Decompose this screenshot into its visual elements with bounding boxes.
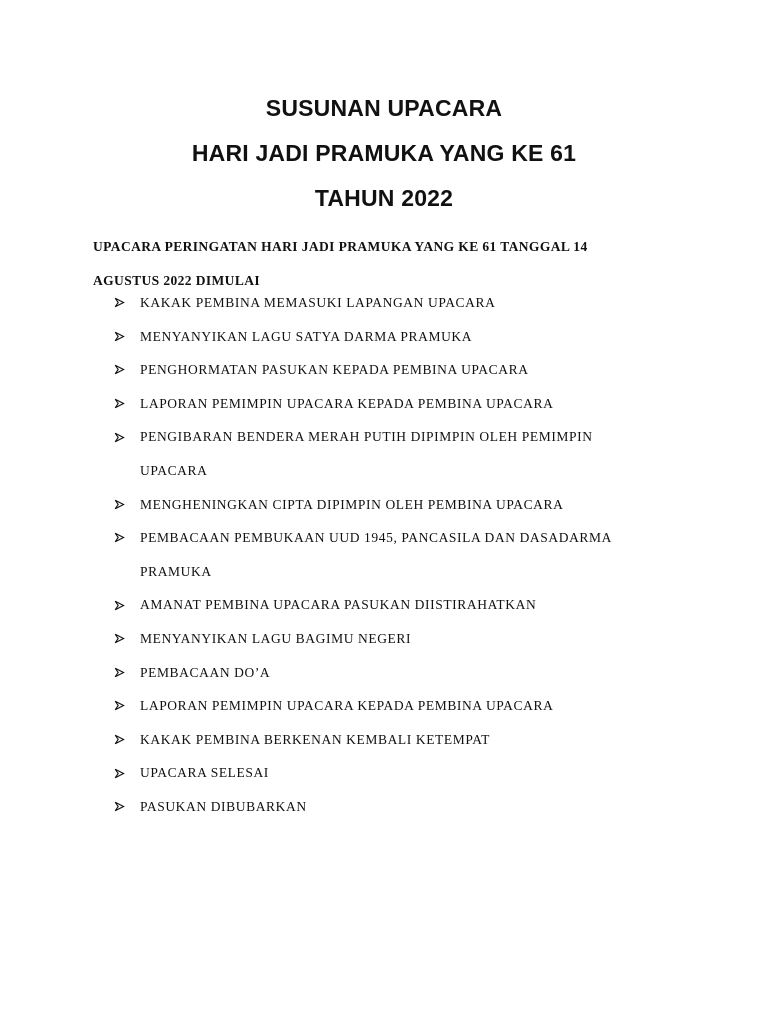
list-item [0, 320, 660, 354]
arrow-bullet-icon [114, 790, 128, 824]
list-item [0, 689, 660, 723]
arrow-bullet-icon [114, 689, 128, 723]
arrow-bullet-icon [114, 353, 128, 387]
list-item-text: MENYANYIKAN LAGU SATYA DARMA PRAMUKA [140, 328, 473, 344]
list-item-text: AMANAT PEMBINA UPACARA PASUKAN DIISTIRAHATKAN [140, 597, 537, 613]
list-item-text: PENGIBARAN BENDERA MERAH PUTIH DIPIMPIN OLEH PEMIMPIN [140, 429, 593, 445]
arrow-bullet-icon [114, 320, 128, 354]
list-item-text: MENGHENINGKAN CIPTA DIPIMPIN OLEH PEMBINA UPACARA [140, 496, 564, 512]
list-item-text: LAPORAN PEMIMPIN UPACARA KEPADA PEMBINA UPACARA [140, 395, 554, 411]
list-item [0, 790, 660, 824]
arrow-bullet-icon [114, 286, 128, 320]
list-item-text: UPACARA SELESAI [140, 765, 269, 781]
list-item-text: MENYANYIKAN LAGU BAGIMU NEGERI [140, 630, 412, 646]
arrow-bullet-icon [114, 420, 128, 454]
list-item-text: PEMBACAAN DO’A [140, 664, 271, 680]
list-item [0, 286, 660, 320]
list-item [0, 723, 660, 757]
title-line-3: TAHUN 2022 [314, 185, 454, 211]
list-item [0, 756, 660, 790]
arrow-bullet-icon [114, 387, 128, 421]
arrow-bullet-icon [114, 723, 128, 757]
arrow-bullet-icon [114, 588, 128, 622]
arrow-bullet-icon [114, 656, 128, 690]
list-item-text: UPACARA [140, 462, 208, 478]
list-item-text: PENGHORMATAN PASUKAN KEPADA PEMBINA UPACARA [140, 362, 529, 378]
arrow-bullet-icon [114, 521, 128, 555]
list-item [0, 656, 660, 690]
list-item-text: PEMBACAAN PEMBUKAAN UUD 1945, PANCASILA DAN DASADARMA [140, 530, 612, 546]
title-line-1: SUSUNAN UPACARA [265, 95, 503, 121]
list-item-text: KAKAK PEMBINA MEMASUKI LAPANGAN UPACARA [140, 295, 496, 310]
list-item-text: PRAMUKA [140, 563, 212, 579]
document-title [0, 86, 768, 221]
list-item [0, 622, 660, 656]
intro-line-2: AGUSTUS 2022 DIMULAI [93, 272, 261, 288]
ceremony-steps-list [0, 286, 768, 824]
arrow-bullet-icon [114, 622, 128, 656]
list-item [0, 420, 660, 487]
title-line-2: HARI JADI PRAMUKA YANG KE 61 [191, 140, 577, 166]
list-item [0, 521, 660, 588]
list-item [0, 588, 660, 622]
arrow-bullet-icon [114, 488, 128, 522]
list-item-text: LAPORAN PEMIMPIN UPACARA KEPADA PEMBINA UPACARA [140, 698, 554, 714]
arrow-bullet-icon [114, 756, 128, 790]
list-item [0, 353, 660, 387]
list-item [0, 488, 660, 522]
list-item [0, 387, 660, 421]
list-item-text: PASUKAN DIBUBARKAN [140, 798, 307, 814]
list-item-text: KAKAK PEMBINA BERKENAN KEMBALI KETEMPAT [140, 731, 490, 747]
intro-line-1: UPACARA PERINGATAN HARI JADI PRAMUKA YANG KE 61 TANGGAL 14 [93, 239, 588, 254]
